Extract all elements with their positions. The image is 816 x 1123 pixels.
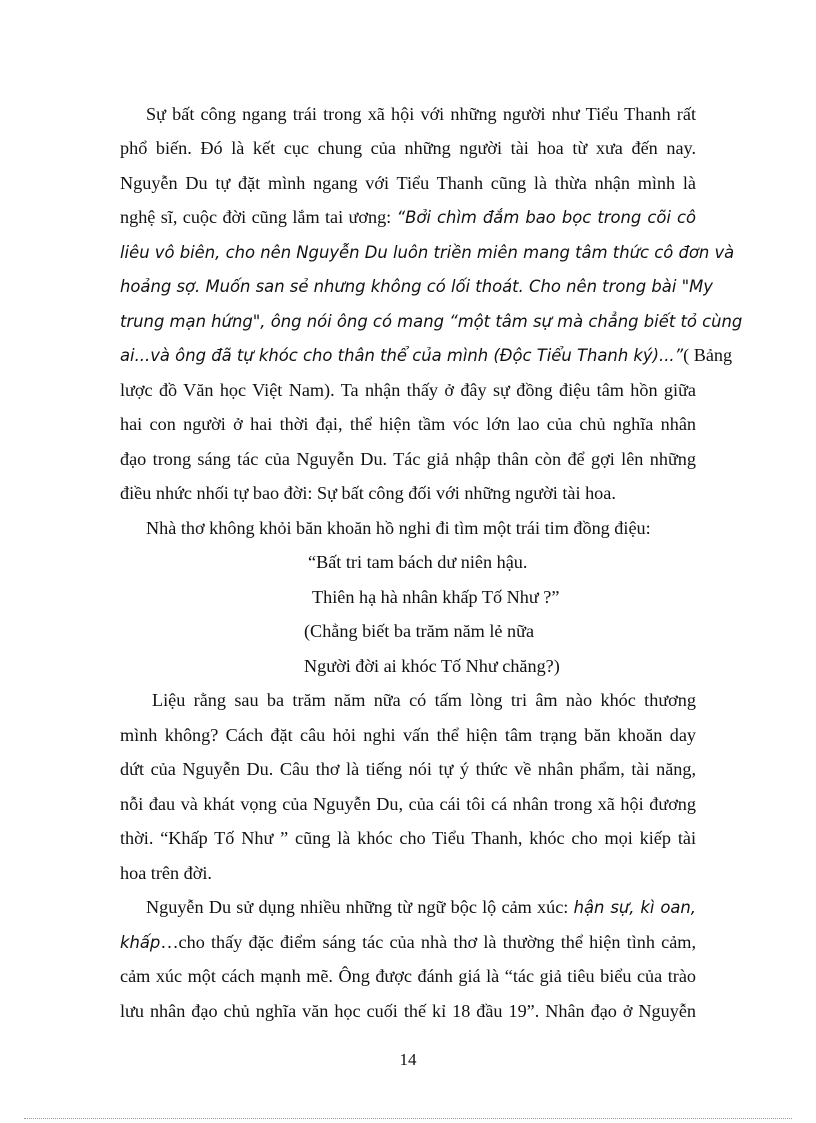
poem-line: “Bất tri tam bách dư niên hậu.	[308, 552, 528, 572]
page-number: 14	[399, 1050, 417, 1069]
text-line: Nhà thơ không khỏi băn khoăn hồ nghi đi tìm một trái tim đồng điệu:	[146, 518, 651, 538]
text-line: thời. “Khấp Tố Như ” cũng là khóc cho Tiểu Thanh, khóc cho mọi kiếp tài	[120, 828, 696, 848]
quote-italic: ai...và ông đã tự khóc cho thân thể của mình (Độc Tiểu Thanh ký)...”	[120, 346, 684, 365]
text-line: mình không? Cách đặt câu hỏi nghi vấn thể hiện tâm trạng băn khoăn day	[120, 725, 696, 745]
page-bottom-divider	[24, 1118, 792, 1119]
text-line: dứt của Nguyễn Du. Câu thơ là tiếng nói tự ý thức về nhân phẩm, tài năng,	[120, 759, 696, 779]
emphasis-italic: hận sự, kì oan,	[573, 898, 696, 917]
text-line: phổ biến. Đó là kết cục chung của những người tài hoa từ xưa đến nay.	[120, 138, 696, 158]
text-line: Nguyễn Du tự đặt mình ngang với Tiểu Thanh cũng là thừa nhận mình là	[120, 173, 696, 193]
text-line: hoa trên đời.	[120, 863, 212, 883]
poem-translation-line: Người đời ai khóc Tố Như chăng?)	[304, 656, 560, 676]
text-line: đạo trong sáng tác của Nguyễn Du. Tác giả nhập thân còn để gợi lên những	[120, 449, 696, 469]
text-line	[120, 304, 743, 338]
text-line: lược đồ Văn học Việt Nam). Ta nhận thấy ở đây sự đồng điệu tâm hồn giữa	[120, 380, 696, 400]
poem-line: Thiên hạ hà nhân khấp Tố Như ?”	[312, 587, 560, 607]
quote-italic: “Bởi chìm đắm bao bọc trong cõi cô	[396, 208, 696, 227]
emphasis-italic: khấp	[120, 933, 161, 952]
text-line: lưu nhân đạo chủ nghĩa văn học cuối thế kỉ 18 đầu 19”. Nhân đạo ở Nguyễn	[120, 1001, 696, 1021]
text-line	[120, 269, 713, 303]
quote-italic: hoảng sợ. Muốn san sẻ nhưng không có lối thoát. Cho nên trong bài "My	[120, 277, 713, 296]
text-line: Sự bất công ngang trái trong xã hội với những người như Tiểu Thanh rất	[146, 104, 696, 124]
text-line: Liệu rằng sau ba trăm năm nữa có tấm lòng tri âm nào khóc thương	[152, 690, 696, 710]
quote-italic: liêu vô biên, cho nên Nguyễn Du luôn triền miên mang tâm thức cô đơn và	[120, 243, 735, 262]
text-line	[120, 235, 735, 269]
text-line: nghệ sĩ, cuộc đời cũng lắm tai ương: “Bởi chìm đắm bao bọc trong cõi cô	[120, 207, 696, 227]
quote-italic: trung mạn hứng", ông nói ông có mang “một tâm sự mà chẳng biết tỏ cùng	[120, 312, 743, 331]
text-line: Nguyễn Du sử dụng nhiều những từ ngữ bộc lộ cảm xúc: hận sự, kì oan,	[146, 897, 696, 917]
text-line: hai con người ở hai thời đại, thể hiện tầm vóc lớn lao của chủ nghĩa nhân	[120, 414, 696, 434]
text-line: ai...và ông đã tự khóc cho thân thể của mình (Độc Tiểu Thanh ký)...”( Bảng	[120, 345, 733, 365]
text-line: nỗi đau và khát vọng của Nguyễn Du, của cái tôi cá nhân trong xã hội đương	[120, 794, 696, 814]
poem-translation-line: (Chẳng biết ba trăm năm lẻ nữa	[304, 621, 535, 641]
text-line: cảm xúc một cách mạnh mẽ. Ông được đánh giá là “tác giả tiêu biểu của trào	[120, 966, 696, 986]
text-line: khấp…cho thấy đặc điểm sáng tác của nhà thơ là thường thể hiện tình cảm,	[120, 932, 696, 952]
text-line: điều nhức nhối tự bao đời: Sự bất công đối với những người tài hoa.	[120, 483, 616, 503]
